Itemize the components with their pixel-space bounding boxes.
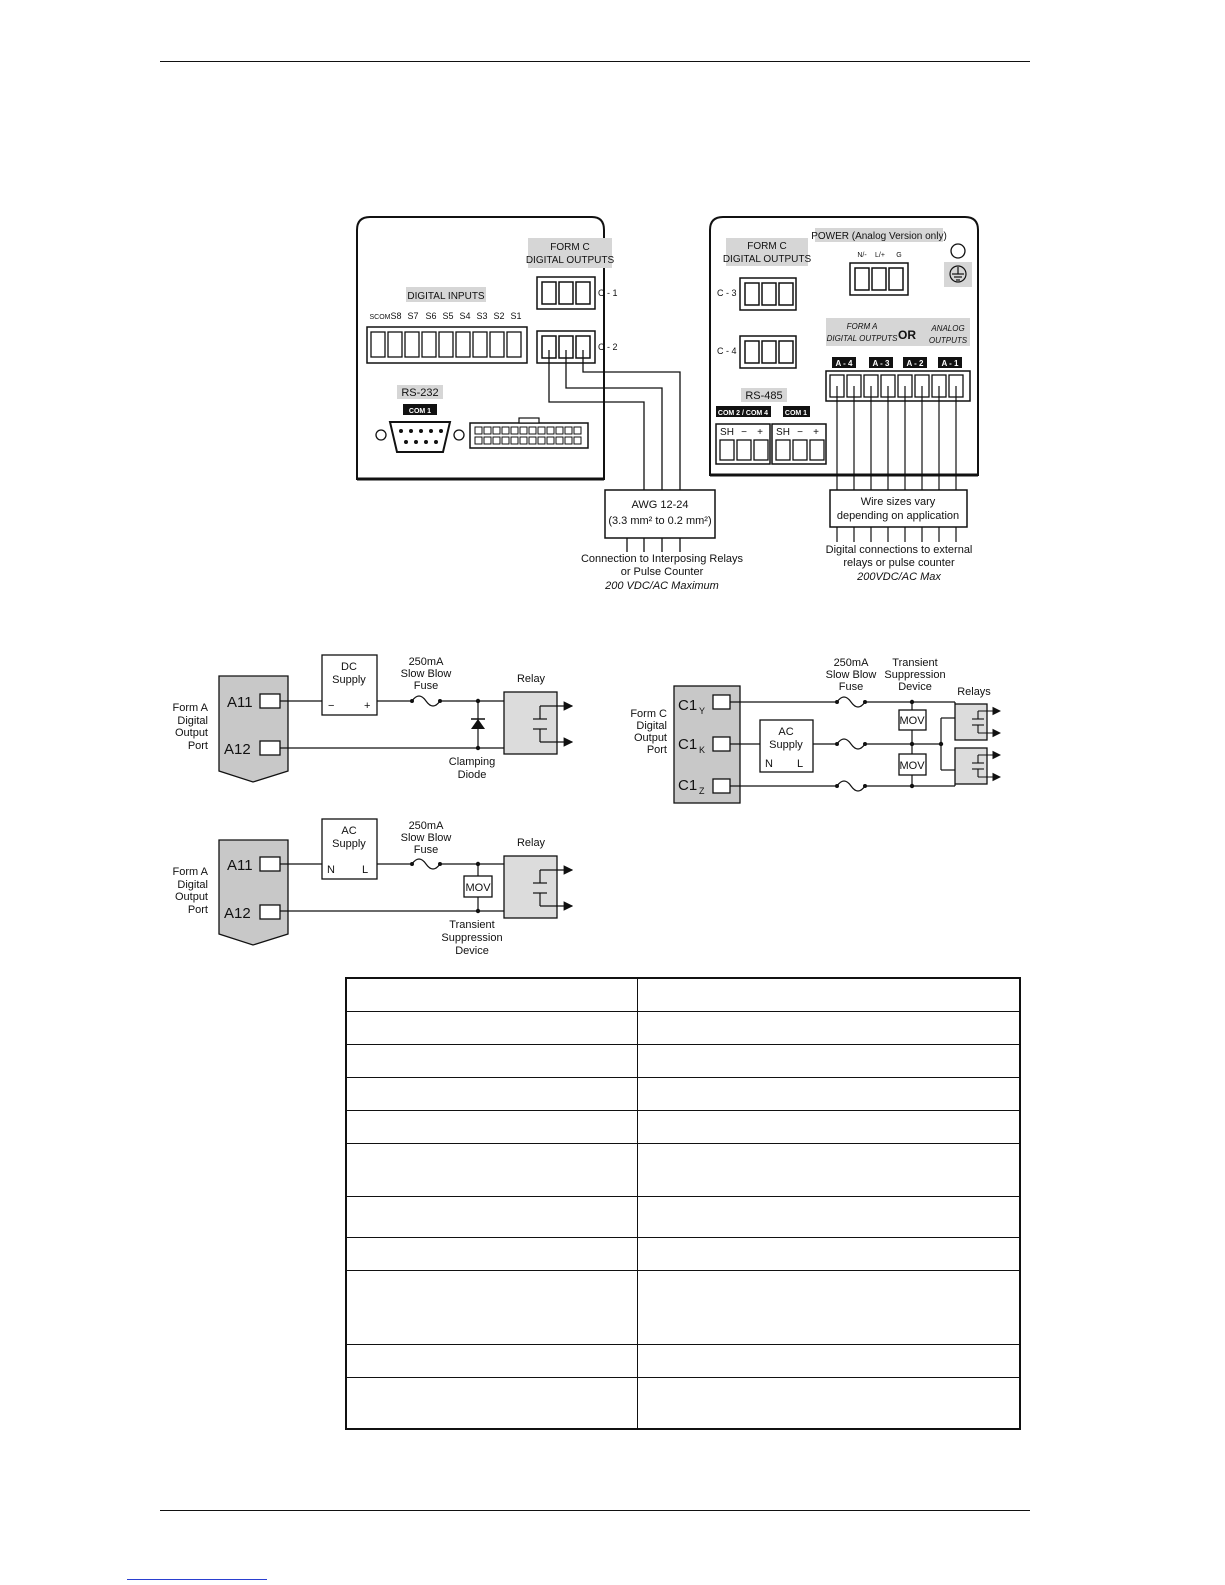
svg-text:+: +	[364, 700, 371, 712]
svg-text:Transient: Transient	[892, 657, 938, 669]
pin-s5: S5	[442, 311, 454, 321]
svg-text:250mA: 250mA	[833, 657, 869, 669]
awg-note-3: 200 VDC/AC Maximum	[605, 580, 719, 592]
svg-text:Fuse: Fuse	[413, 844, 439, 856]
svg-text:SH: SH	[776, 427, 790, 438]
svg-text:Suppression: Suppression	[884, 669, 946, 681]
left-form-c-label: FORM C	[550, 242, 590, 253]
svg-text:Form C: Form C	[630, 708, 667, 720]
a3-label: A - 3	[872, 359, 890, 368]
wire-sizes-line1: Wire sizes vary	[860, 496, 936, 508]
svg-text:Form A: Form A	[172, 866, 208, 878]
svg-text:Slow Blow: Slow Blow	[400, 668, 452, 680]
awg-range: (3.3 mm² to 0.2 mm²)	[608, 515, 712, 527]
svg-text:Device: Device	[455, 945, 489, 957]
svg-text:Supply: Supply	[332, 838, 366, 850]
a2-label: A - 2	[906, 359, 924, 368]
wire-note-2: relays or pulse counter	[843, 557, 955, 569]
table-row	[346, 1344, 1020, 1377]
or-label: OR	[898, 328, 916, 342]
svg-text:N: N	[765, 758, 773, 770]
table-row	[346, 1196, 1020, 1237]
a4-label: A - 4	[835, 359, 853, 368]
power-label: POWER (Analog Version only)	[811, 231, 947, 242]
svg-text:+: +	[757, 427, 763, 438]
svg-text:Output: Output	[633, 732, 667, 744]
svg-text:Port: Port	[646, 744, 667, 756]
svg-text:−: −	[328, 700, 335, 712]
ac-a11-label: A11	[227, 857, 253, 874]
awg-label: AWG 12-24	[631, 499, 689, 511]
awg-note-2: or Pulse Counter	[620, 566, 704, 578]
svg-text:Digital: Digital	[177, 879, 208, 891]
dc-a12-label: A12	[224, 741, 251, 758]
svg-text:Suppression: Suppression	[441, 932, 503, 944]
digital-input-pin-labels	[370, 311, 522, 321]
svg-text:Device: Device	[898, 681, 932, 693]
analog-output-terminal-block	[826, 371, 970, 401]
table-row	[346, 1143, 1020, 1196]
formc-relay-bottom-icon	[955, 748, 987, 784]
svg-text:Digital: Digital	[177, 715, 208, 727]
c1-label: C - 1	[598, 288, 618, 298]
svg-text:Transient: Transient	[449, 919, 495, 931]
svg-text:Form A: Form A	[172, 702, 208, 714]
clamping-diode-icon	[471, 719, 485, 729]
dc-a11-label: A11	[227, 694, 253, 711]
svg-text:MOV: MOV	[465, 882, 491, 894]
left-rear-panel	[357, 217, 618, 479]
table-row	[346, 1110, 1020, 1143]
svg-text:DC: DC	[341, 661, 357, 673]
a1-label: A - 1	[941, 359, 959, 368]
svg-text:Slow Blow: Slow Blow	[825, 669, 877, 681]
dc-relay-icon	[504, 692, 557, 754]
table-row	[346, 1237, 1020, 1270]
footer-rule	[160, 1510, 1030, 1511]
svg-text:Supply: Supply	[769, 739, 803, 751]
terminal-c1	[537, 277, 618, 309]
svg-text:MOV: MOV	[899, 760, 925, 772]
svg-text:Relay: Relay	[516, 673, 546, 685]
wire-note-3: 200VDC/AC Max	[857, 571, 941, 583]
pin-s7: S7	[407, 311, 419, 321]
svg-text:N: N	[327, 864, 335, 876]
table-row	[346, 1377, 1020, 1429]
svg-text:Fuse: Fuse	[413, 680, 439, 692]
ground-icon	[944, 262, 972, 287]
svg-text:Output: Output	[174, 891, 208, 903]
svg-text:Port: Port	[187, 740, 208, 752]
svg-text:Fuse: Fuse	[838, 681, 864, 693]
svg-text:Output: Output	[174, 727, 208, 739]
svg-text:Relays: Relays	[957, 686, 991, 698]
svg-text:Slow Blow: Slow Blow	[400, 832, 452, 844]
svg-text:250mA: 250mA	[408, 656, 444, 668]
digital-inputs-label: DIGITAL INPUTS	[407, 291, 485, 302]
form-c-circuit	[630, 657, 1000, 803]
svg-text:C1: C1	[678, 697, 698, 714]
form-a-sub: DIGITAL OUTPUTS	[826, 334, 898, 343]
svg-text:SH: SH	[720, 427, 734, 438]
c2-label: C - 2	[598, 342, 618, 352]
dc-fuse-icon	[412, 696, 440, 706]
svg-text:Supply: Supply	[332, 674, 366, 686]
svg-text:Y: Y	[699, 706, 706, 716]
c3-label: C - 3	[717, 288, 737, 298]
wire-note-1: Digital connections to external	[825, 544, 973, 556]
formc-relay-top-icon	[955, 704, 987, 740]
table-row	[346, 1044, 1020, 1077]
svg-text:AC: AC	[341, 825, 357, 837]
svg-text:K: K	[699, 745, 706, 755]
power-pin-l: L/+	[875, 252, 885, 259]
pin-s8: S8	[390, 311, 402, 321]
digital-input-terminal-block	[367, 327, 527, 363]
svg-text:250mA: 250mA	[408, 820, 444, 832]
analog-label: ANALOG	[931, 324, 965, 333]
ac-fuse-icon	[412, 859, 440, 869]
svg-text:Port: Port	[187, 904, 208, 916]
pin-s6: S6	[425, 311, 437, 321]
svg-text:−: −	[797, 427, 803, 438]
right-form-c-sub: DIGITAL OUTPUTS	[722, 254, 812, 265]
svg-text:+: +	[813, 427, 819, 438]
left-form-c-sub: DIGITAL OUTPUTS	[525, 255, 615, 266]
wire-sizes-line2: depending on application	[836, 510, 960, 522]
status-led-icon	[951, 244, 965, 258]
rs485-com1-label: COM 1	[784, 410, 808, 417]
c4-label: C - 4	[717, 346, 737, 356]
awg-note-1: Connection to Interposing Relays	[580, 553, 744, 565]
power-pin-n: N/-	[857, 252, 867, 259]
ribbon-connector-icon	[470, 418, 588, 448]
pin-s3: S3	[476, 311, 488, 321]
com24-label: COM 2 / COM 4	[717, 410, 769, 417]
pin-scom: SCOM	[369, 314, 391, 321]
svg-text:L: L	[362, 864, 369, 876]
svg-text:C1: C1	[678, 777, 698, 794]
svg-text:Digital: Digital	[636, 720, 667, 732]
rs485-label: RS-485	[745, 390, 783, 402]
rs232-com1-label: COM 1	[408, 408, 432, 415]
right-rear-panel	[710, 217, 978, 475]
table-row	[346, 1011, 1020, 1044]
pin-s4: S4	[459, 311, 471, 321]
svg-text:L: L	[797, 758, 804, 770]
rs232-label: RS-232	[401, 387, 439, 399]
power-pin-g: G	[896, 252, 902, 259]
svg-text:MOV: MOV	[899, 715, 925, 727]
svg-text:Clamping: Clamping	[448, 756, 496, 768]
wire-sizes-box	[830, 490, 967, 527]
table-row	[346, 1270, 1020, 1344]
pin-s1: S1	[510, 311, 522, 321]
table-row	[346, 1077, 1020, 1110]
table-row	[346, 978, 1020, 1011]
right-form-c-label: FORM C	[747, 241, 787, 252]
spec-table	[345, 977, 1021, 1430]
svg-text:Z: Z	[699, 786, 705, 796]
form-a-ac-circuit	[173, 819, 572, 957]
analog-sub: OUTPUTS	[928, 336, 968, 345]
svg-text:C1: C1	[678, 736, 698, 753]
ac-relay-icon	[504, 856, 557, 918]
ac-a12-label: A12	[224, 905, 251, 922]
form-a-dc-circuit	[173, 655, 572, 782]
svg-text:Relay: Relay	[516, 837, 546, 849]
svg-text:−: −	[741, 427, 747, 438]
awg-box	[605, 490, 715, 538]
form-a-label: FORM A	[846, 322, 878, 331]
footer-link-underline	[127, 1579, 267, 1580]
svg-text:Diode: Diode	[457, 769, 487, 781]
power-terminal	[850, 263, 908, 295]
pin-s2: S2	[493, 311, 505, 321]
svg-text:AC: AC	[778, 726, 794, 738]
